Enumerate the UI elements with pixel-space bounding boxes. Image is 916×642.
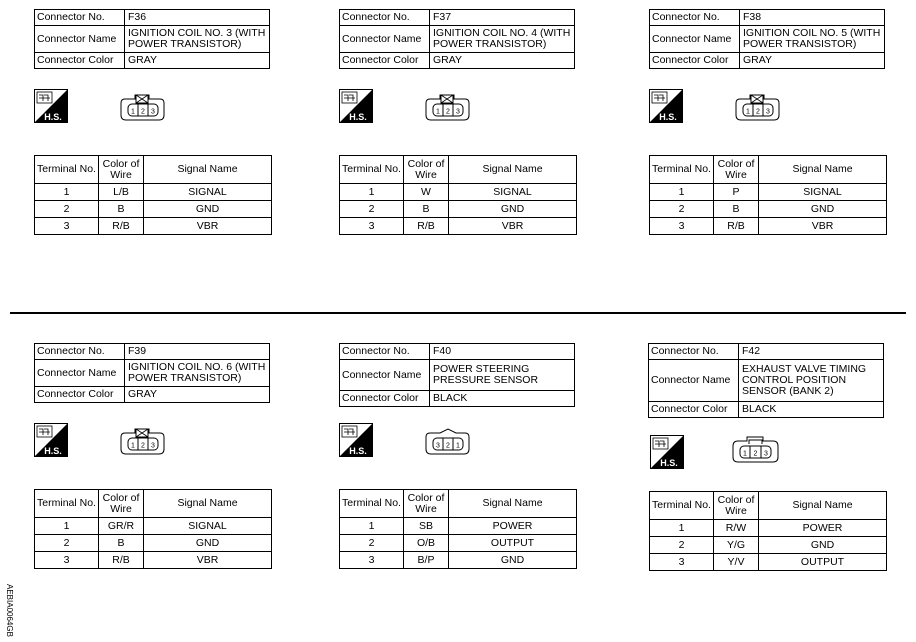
connector-no-value: F36 <box>125 10 270 26</box>
pin-label: 2 <box>141 442 145 450</box>
terminal-no: 1 <box>650 184 714 201</box>
table-row <box>35 201 272 218</box>
table-row <box>650 537 887 554</box>
hs-label: H.S. <box>659 112 677 122</box>
pin-label: 2 <box>756 108 760 116</box>
connector-color-value: GRAY <box>125 387 270 403</box>
connector-face-icon <box>421 427 475 462</box>
wire-color: P <box>714 184 759 201</box>
hs-harness-side-icon <box>649 89 683 123</box>
terminal-no: 1 <box>650 520 714 537</box>
terminal-no: 3 <box>650 218 714 235</box>
wire-color: R/B <box>99 218 144 235</box>
hs-harness-side-icon <box>34 89 68 123</box>
table-row <box>650 520 887 537</box>
signal-name: VBR <box>144 218 272 235</box>
table-row <box>340 218 577 235</box>
wire-color: GR/R <box>99 518 144 535</box>
table-row <box>35 518 272 535</box>
terminal-no-header: Terminal No. <box>340 156 404 184</box>
wire-color: O/B <box>404 535 449 552</box>
terminal-no: 2 <box>650 537 714 554</box>
wire-color: R/B <box>714 218 759 235</box>
connector-info-table <box>649 9 885 69</box>
connector-block-f42 <box>648 343 884 568</box>
signal-name: VBR <box>759 218 887 235</box>
connector-no-value: F38 <box>740 10 885 26</box>
wire-color: B <box>714 201 759 218</box>
table-row <box>340 518 577 535</box>
connector-info-table <box>648 343 884 418</box>
connector-no-label: Connector No. <box>35 344 125 360</box>
section-divider <box>10 312 906 314</box>
signal-name: OUTPUT <box>759 554 887 571</box>
wire-color: SB <box>404 518 449 535</box>
pin-label: 1 <box>743 450 747 458</box>
signal-name: GND <box>759 537 887 554</box>
connector-block-f39 <box>34 343 270 566</box>
table-row <box>650 218 887 235</box>
hs-harness-side-icon <box>34 423 68 457</box>
wire-color: B <box>99 535 144 552</box>
terminal-table <box>649 491 887 571</box>
terminal-no: 3 <box>340 552 404 569</box>
signal-name: GND <box>759 201 887 218</box>
hs-label: H.S. <box>44 112 62 122</box>
pin-label: 2 <box>446 108 450 116</box>
hs-label: H.S. <box>660 458 678 468</box>
connector-block-f38 <box>649 9 885 232</box>
connector-name-value: IGNITION COIL NO. 5 (WITH POWER TRANSISTOR) <box>740 26 885 53</box>
figure-code: AEBIA0064GB <box>5 584 14 637</box>
connector-face-icon <box>731 93 785 128</box>
wire-color-header: Color of Wire <box>99 156 144 184</box>
connector-name-label: Connector Name <box>649 360 739 402</box>
connector-info-table <box>339 343 575 407</box>
connector-color-label: Connector Color <box>35 387 125 403</box>
connector-face-icon <box>421 93 475 128</box>
connector-name-label: Connector Name <box>35 26 125 53</box>
terminal-table <box>34 155 272 235</box>
wire-color: B <box>404 201 449 218</box>
connector-no-label: Connector No. <box>340 10 430 26</box>
connector-face-icon <box>116 427 170 462</box>
signal-name-header: Signal Name <box>449 156 577 184</box>
pin-label: 3 <box>151 108 155 116</box>
terminal-table <box>34 489 272 569</box>
terminal-no-header: Terminal No. <box>650 492 714 520</box>
connector-face-icon <box>116 93 170 128</box>
terminal-no: 3 <box>35 552 99 569</box>
hs-label: H.S. <box>349 446 367 456</box>
connector-info-table <box>34 343 270 403</box>
signal-name: VBR <box>144 552 272 569</box>
pin-label: 1 <box>131 108 135 116</box>
connector-name-label: Connector Name <box>340 26 430 53</box>
hs-harness-side-icon <box>339 423 373 457</box>
pin-label: 1 <box>436 108 440 116</box>
signal-name: GND <box>144 535 272 552</box>
connector-no-label: Connector No. <box>650 10 740 26</box>
pin-label: 1 <box>746 108 750 116</box>
wire-color: R/B <box>99 552 144 569</box>
signal-name: POWER <box>449 518 577 535</box>
connector-color-value: GRAY <box>125 53 270 69</box>
table-row <box>35 535 272 552</box>
signal-name: SIGNAL <box>449 184 577 201</box>
pin-label: 1 <box>131 442 135 450</box>
table-row <box>340 201 577 218</box>
wire-color-header: Color of Wire <box>404 156 449 184</box>
wire-color: R/W <box>714 520 759 537</box>
connector-color-label: Connector Color <box>649 402 739 418</box>
wire-color: Y/G <box>714 537 759 554</box>
wire-color: Y/V <box>714 554 759 571</box>
table-row <box>35 552 272 569</box>
wire-color-header: Color of Wire <box>404 490 449 518</box>
connector-name-label: Connector Name <box>35 360 125 387</box>
terminal-no: 3 <box>340 218 404 235</box>
connector-name-label: Connector Name <box>340 360 430 391</box>
connector-no-value: F37 <box>430 10 575 26</box>
connector-name-value: EXHAUST VALVE TIMING CONTROL POSITION SENSOR (BANK 2) <box>739 360 884 402</box>
table-row <box>340 184 577 201</box>
terminal-table <box>649 155 887 235</box>
signal-name: SIGNAL <box>144 184 272 201</box>
connector-color-value: BLACK <box>430 391 575 407</box>
terminal-table <box>339 489 577 569</box>
connector-no-label: Connector No. <box>340 344 430 360</box>
connector-no-value: F40 <box>430 344 575 360</box>
signal-name-header: Signal Name <box>449 490 577 518</box>
signal-name: GND <box>144 201 272 218</box>
terminal-no-header: Terminal No. <box>650 156 714 184</box>
signal-name: VBR <box>449 218 577 235</box>
hs-harness-side-icon <box>650 435 684 469</box>
pin-label: 3 <box>456 108 460 116</box>
table-row <box>35 218 272 235</box>
table-row <box>650 184 887 201</box>
pin-label: 1 <box>456 442 460 450</box>
connector-name-value: IGNITION COIL NO. 4 (WITH POWER TRANSISTOR) <box>430 26 575 53</box>
connector-color-label: Connector Color <box>35 53 125 69</box>
terminal-no: 2 <box>650 201 714 218</box>
terminal-no: 3 <box>650 554 714 571</box>
connector-name-value: POWER STEERING PRESSURE SENSOR <box>430 360 575 391</box>
terminal-no: 2 <box>340 201 404 218</box>
connector-block-f37 <box>339 9 575 232</box>
terminal-no: 2 <box>35 201 99 218</box>
signal-name: SIGNAL <box>759 184 887 201</box>
table-row <box>650 201 887 218</box>
connector-face-icon <box>728 435 784 470</box>
terminal-no-header: Terminal No. <box>35 156 99 184</box>
table-row <box>340 552 577 569</box>
wire-color-header: Color of Wire <box>714 492 759 520</box>
signal-name-header: Signal Name <box>759 156 887 184</box>
signal-name: GND <box>449 201 577 218</box>
terminal-no-header: Terminal No. <box>35 490 99 518</box>
signal-name: SIGNAL <box>144 518 272 535</box>
pin-label: 3 <box>764 450 768 458</box>
terminal-no: 3 <box>35 218 99 235</box>
connector-block-f36 <box>34 9 270 232</box>
terminal-no-header: Terminal No. <box>340 490 404 518</box>
wire-color-header: Color of Wire <box>714 156 759 184</box>
signal-name-header: Signal Name <box>144 156 272 184</box>
wire-color: B <box>99 201 144 218</box>
wire-color: W <box>404 184 449 201</box>
pin-label: 2 <box>446 442 450 450</box>
connector-block-f40 <box>339 343 575 566</box>
signal-name: GND <box>449 552 577 569</box>
signal-name: POWER <box>759 520 887 537</box>
connector-name-value: IGNITION COIL NO. 6 (WITH POWER TRANSISTOR) <box>125 360 270 387</box>
terminal-table <box>339 155 577 235</box>
connector-color-value: BLACK <box>739 402 884 418</box>
signal-name: OUTPUT <box>449 535 577 552</box>
hs-harness-side-icon <box>339 89 373 123</box>
signal-name-header: Signal Name <box>759 492 887 520</box>
connector-color-value: GRAY <box>430 53 575 69</box>
pin-label: 3 <box>436 442 440 450</box>
connector-name-value: IGNITION COIL NO. 3 (WITH POWER TRANSISTOR) <box>125 26 270 53</box>
terminal-no: 1 <box>35 184 99 201</box>
connector-no-value: F42 <box>739 344 884 360</box>
connector-no-label: Connector No. <box>649 344 739 360</box>
terminal-no: 1 <box>35 518 99 535</box>
connector-info-table <box>34 9 270 69</box>
terminal-no: 1 <box>340 518 404 535</box>
pin-label: 3 <box>151 442 155 450</box>
connector-color-label: Connector Color <box>340 391 430 407</box>
hs-label: H.S. <box>349 112 367 122</box>
connector-info-table <box>339 9 575 69</box>
pin-label: 2 <box>753 450 758 458</box>
connector-name-label: Connector Name <box>650 26 740 53</box>
table-row <box>340 535 577 552</box>
wire-color: B/P <box>404 552 449 569</box>
connector-color-label: Connector Color <box>340 53 430 69</box>
connector-no-label: Connector No. <box>35 10 125 26</box>
wire-color: R/B <box>404 218 449 235</box>
connector-color-value: GRAY <box>740 53 885 69</box>
terminal-no: 2 <box>35 535 99 552</box>
connector-no-value: F39 <box>125 344 270 360</box>
pin-label: 2 <box>141 108 145 116</box>
terminal-no: 2 <box>340 535 404 552</box>
signal-name-header: Signal Name <box>144 490 272 518</box>
pin-label: 3 <box>766 108 770 116</box>
wire-color-header: Color of Wire <box>99 490 144 518</box>
table-row <box>35 184 272 201</box>
wire-color: L/B <box>99 184 144 201</box>
hs-label: H.S. <box>44 446 62 456</box>
table-row <box>650 554 887 571</box>
terminal-no: 1 <box>340 184 404 201</box>
connector-color-label: Connector Color <box>650 53 740 69</box>
